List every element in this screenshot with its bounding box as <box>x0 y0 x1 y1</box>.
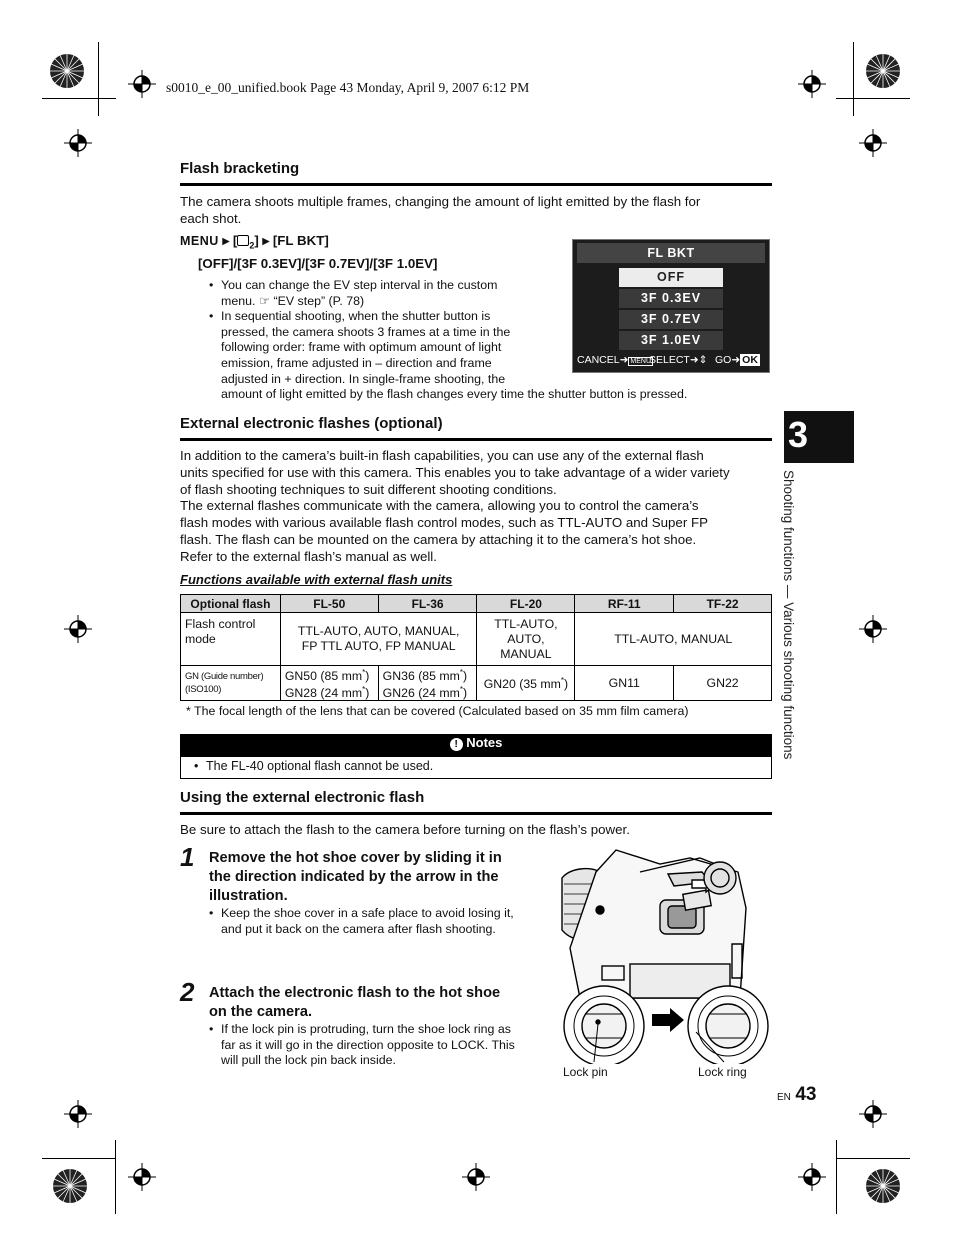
heading-flash-bracketing: Flash bracketing <box>180 160 300 177</box>
step-bullets <box>208 1022 558 1069</box>
table-cell: GN11 <box>575 666 674 701</box>
notes-box <box>180 756 772 779</box>
table-cell: TTL-AUTO, MANUAL <box>575 613 772 666</box>
table-cell: Flash control mode <box>181 613 281 666</box>
registration-mark-icon <box>859 129 887 157</box>
flash-bracketing-intro: The camera shoots multiple frames, changing the amount of light emitted by the flash for each shot. <box>180 194 701 226</box>
label-lock-pin: Lock pin <box>563 1065 608 1079</box>
notes-header: ! Notes <box>180 734 772 756</box>
starburst-icon <box>865 1168 901 1204</box>
table-header-cell: TF-22 <box>674 595 772 613</box>
registration-mark-icon <box>462 1163 490 1191</box>
table-row <box>181 666 772 701</box>
registration-mark-icon <box>859 615 887 643</box>
list-item: • You can change the EV step interval in the custom menu. ☞ “EV step” (P. 78) <box>208 278 548 309</box>
camera-hot-shoe-illustration <box>560 848 772 1064</box>
registration-mark-icon <box>128 1163 156 1191</box>
registration-mark-icon <box>798 70 826 98</box>
crop-mark <box>853 42 854 116</box>
lcd-title: FL BKT <box>577 243 765 263</box>
heading-using-external-flash: Using the external electronic flash <box>180 789 425 806</box>
list-item: • If the lock pin is protruding, turn the shoe lock ring as far as it will go in the direction opposite to LOCK. This will pull the lock pin back inside. <box>208 1022 558 1069</box>
page-number: EN 43 <box>777 1084 817 1105</box>
step-number: 2 <box>180 977 195 1007</box>
chapter-side-title: Shooting functions — Various shooting functions <box>781 470 796 760</box>
page-reference-icon: ☞ <box>258 293 270 308</box>
lcd-option[interactable]: 3F 1.0EV <box>619 331 723 350</box>
list-item: • Keep the shoe cover in a safe place to avoid losing it, and put it back on the camera after flash shooting. <box>208 906 558 937</box>
step-heading: Remove the hot shoe cover by sliding it in the direction indicated by the arrow in the illustration. <box>209 850 502 904</box>
heading-external-flashes: External electronic flashes (optional) <box>180 415 443 432</box>
lcd-go-hint: GO➜ OK <box>715 354 758 366</box>
crop-mark <box>115 1140 116 1214</box>
table-cell: TTL-AUTO, AUTO, MANUAL <box>477 613 575 666</box>
label-lock-ring: Lock ring <box>698 1065 747 1079</box>
registration-mark-icon <box>128 70 156 98</box>
arrow-right-icon: ▸ <box>222 233 230 248</box>
table-cell: GN36 (85 mm*) GN26 (24 mm*) <box>378 666 477 701</box>
lcd-select-hint: SELECT➜⇕ <box>649 354 708 366</box>
crop-mark <box>98 42 99 116</box>
heading-rule <box>180 438 772 441</box>
lcd-option[interactable]: 3F 0.3EV <box>619 289 723 308</box>
table-cell: GN (Guide number) (ISO100) <box>181 666 281 701</box>
starburst-icon <box>49 53 85 89</box>
table-cell: GN50 (85 mm*) GN28 (24 mm*) <box>280 666 378 701</box>
up-down-icon: ⇕ <box>698 354 708 366</box>
arrow-right-icon: ➜ <box>619 354 629 366</box>
table-header-cell: FL-36 <box>378 595 477 613</box>
table-cell: GN20 (35 mm*) <box>477 666 575 701</box>
crop-mark <box>836 1158 910 1159</box>
camera-menu-icon <box>237 235 249 246</box>
table-header-row <box>181 595 772 613</box>
crop-mark <box>42 1158 116 1159</box>
flash-bracketing-bullets <box>208 278 548 387</box>
flash-units-table <box>180 594 772 701</box>
registration-mark-icon <box>64 615 92 643</box>
using-intro: Be sure to attach the flash to the camera before turning on the flash’s power. <box>180 822 630 837</box>
arrow-right-icon: ➜ <box>731 354 741 366</box>
lcd-option[interactable]: 3F 0.7EV <box>619 310 723 329</box>
crop-mark <box>42 98 116 99</box>
chapter-tab: 3 <box>784 411 854 463</box>
registration-mark-icon <box>859 1100 887 1128</box>
list-item: • In sequential shooting, when the shutter button is pressed, the camera shoots 3 frames at a time in the following order: frame with optimum amount of light emission, frame adjusted in – direction and frame adjusted in + direction. In single-frame shooting, the <box>208 309 548 387</box>
starburst-icon <box>865 53 901 89</box>
table-header-cell: FL-20 <box>477 595 575 613</box>
external-flash-paragraph: In addition to the camera’s built-in flash capabilities, you can use any of the external flash units specified for use with this camera. This enables you to take advantage of a wider variety of flash shooting techniques to suit different shooting conditions. The external flashes communicate with the camera, allowing you to control the camera’s flash modes with various available flash control modes, such as TTL-AUTO and Super FP flash. The flash can be mounted on the camera by attaching it to the camera’s hot shoe. Refer to the external flash’s manual as well. <box>180 448 730 564</box>
registration-mark-icon <box>64 129 92 157</box>
table-footnote: * The focal length of the lens that can be covered (Calculated based on 35 mm film camera) <box>186 704 689 718</box>
arrow-right-icon: ➜ <box>689 354 699 366</box>
book-header: s0010_e_00_unified.book Page 43 Monday, April 9, 2007 6:12 PM <box>166 80 530 95</box>
table-header-cell: RF-11 <box>575 595 674 613</box>
table-cell: GN22 <box>674 666 772 701</box>
heading-rule <box>180 812 772 815</box>
bullet-continuation: amount of light emitted by the flash changes every time the shutter button is pressed. <box>221 387 688 401</box>
menu-label: MENU <box>180 234 219 248</box>
registration-mark-icon <box>798 1163 826 1191</box>
registration-mark-icon <box>64 1100 92 1128</box>
lcd-screen <box>572 239 770 373</box>
menu-path: MENU ▸ [ $_2$] ▸ [FL BKT] <box>180 233 329 251</box>
table-row <box>181 613 772 666</box>
arrow-right-icon: ▸ <box>262 233 270 248</box>
table-cell: TTL-AUTO, AUTO, MANUAL, FP TTL AUTO, FP MANUAL <box>280 613 477 666</box>
step-number: 1 <box>180 842 195 872</box>
lcd-option[interactable]: OFF <box>619 268 723 287</box>
step-bullets <box>208 906 558 937</box>
step-heading: Attach the electronic flash to the hot shoe on the camera. <box>209 985 501 1020</box>
option-list: [OFF]/[3F 0.3EV]/[3F 0.7EV]/[3F 1.0EV] <box>198 256 438 271</box>
lcd-cancel-hint: CANCEL➜ MENU <box>577 354 652 366</box>
warning-icon: ! <box>450 738 463 751</box>
list-item: • The FL-40 optional flash cannot be used. <box>193 757 771 775</box>
table-header-cell: Optional flash <box>181 595 281 613</box>
table-title: Functions available with external flash units <box>180 572 453 587</box>
table-header-cell: FL-50 <box>280 595 378 613</box>
crop-mark <box>836 98 910 99</box>
heading-rule <box>180 183 772 186</box>
crop-mark <box>836 1140 837 1214</box>
starburst-icon <box>52 1168 88 1204</box>
